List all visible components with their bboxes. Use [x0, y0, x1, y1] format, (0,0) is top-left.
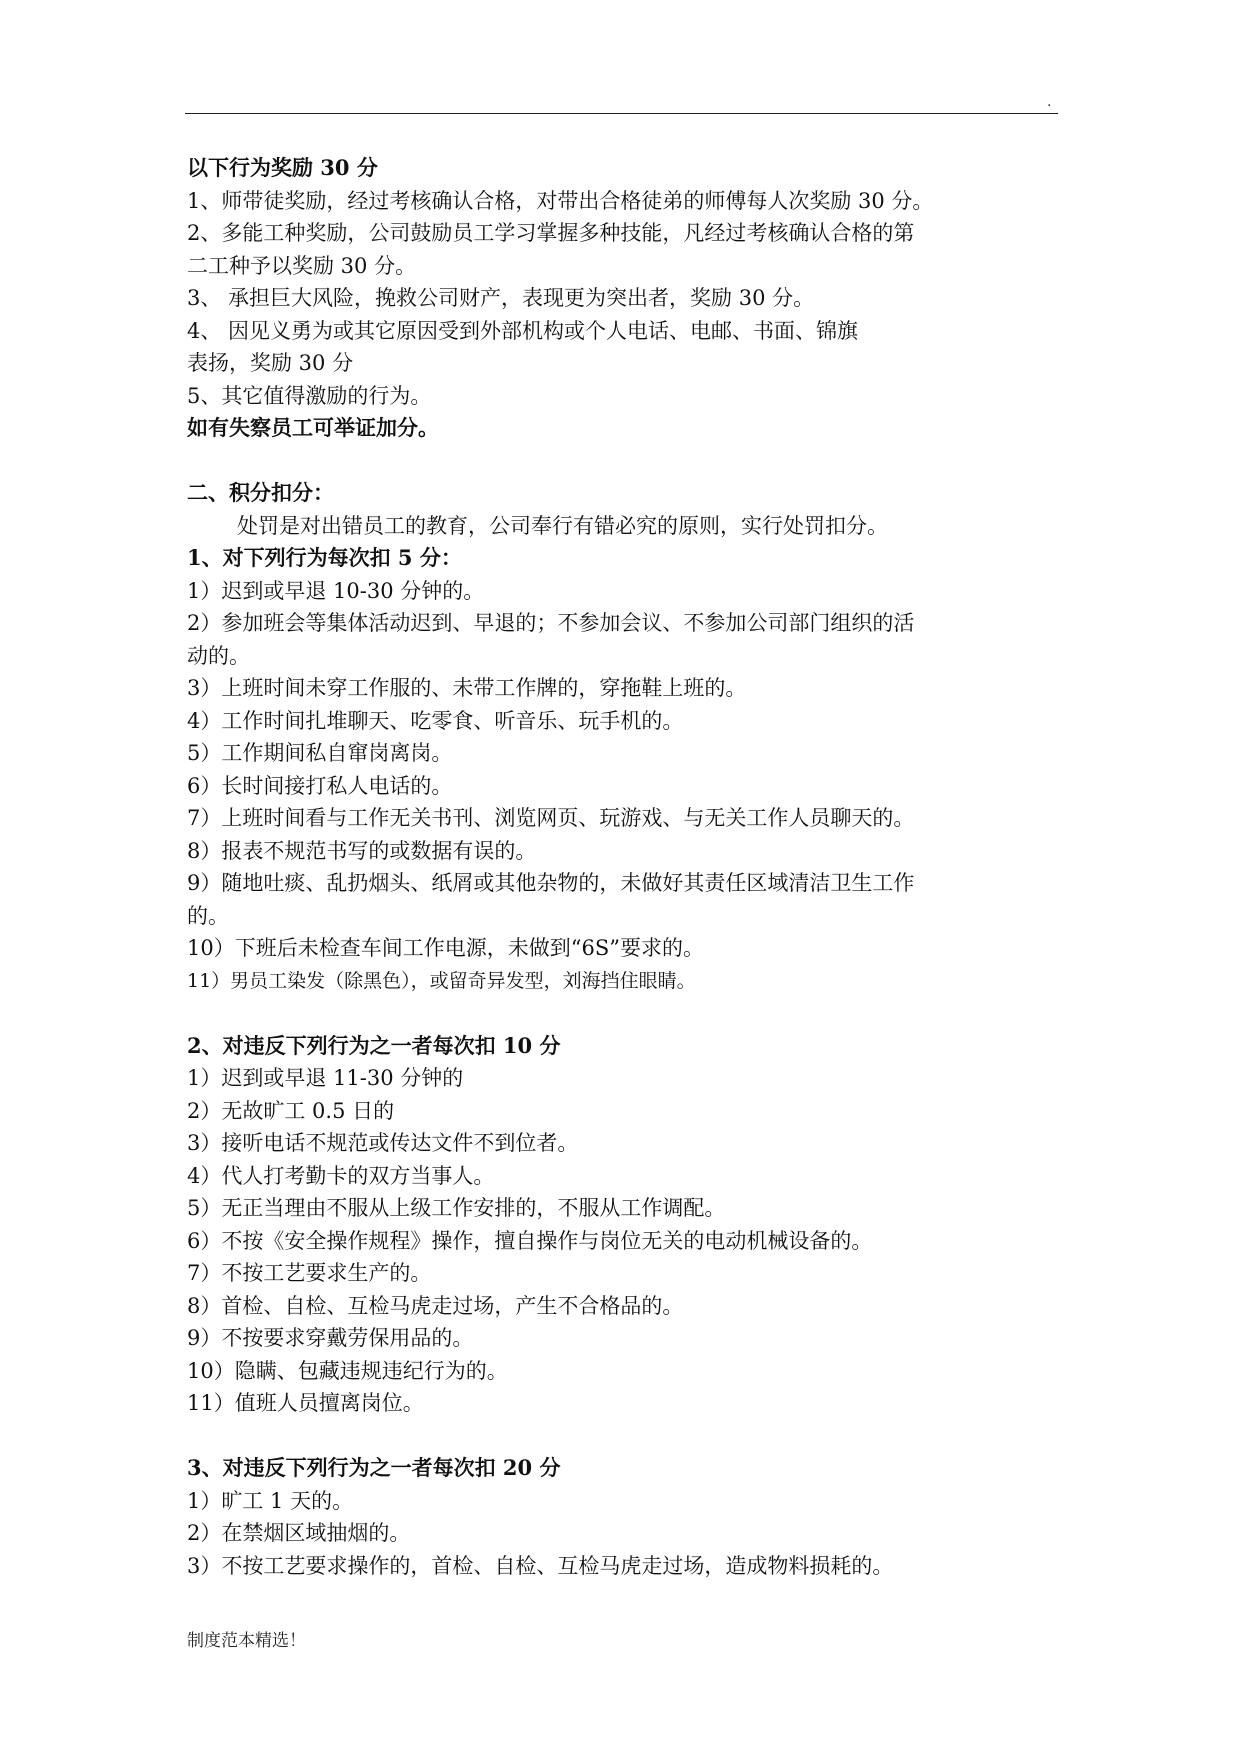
header-dot: .: [1047, 94, 1052, 110]
section-1-item: 8）报表不规范书写的或数据有误的。: [187, 838, 537, 863]
section-3-item: 3）不按工艺要求操作的，首检、自检、互检马虎走过场，造成物料损耗的。: [187, 1553, 894, 1578]
section-2-item: 9）不按要求穿戴劳保用品的。: [187, 1326, 474, 1350]
section-2-item: 10）隐瞒、包藏违规违纪行为的。: [187, 1358, 508, 1383]
section-2-item: 8）首检、自检、互检马虎走过场，产生不合格品的。: [187, 1293, 684, 1318]
section-1-item: 5）工作期间私自窜岗离岗。: [187, 741, 453, 765]
section-2-item: 11）值班人员擅离岗位。: [187, 1391, 424, 1415]
spacer: [187, 1420, 1067, 1453]
spacer: [187, 997, 1067, 1030]
section-1-title: 1、对下列行为每次扣 5 分：: [187, 545, 462, 570]
reward-item: 5、其它值得激励的行为。: [187, 383, 432, 408]
reward-item: 2、多能工种奖励，公司鼓励员工学习掌握多种技能，凡经过考核确认合格的第: [187, 221, 915, 245]
section-2-item: 6）不按《安全操作规程》操作，擅自操作与岗位无关的电动机械设备的。: [187, 1228, 873, 1253]
reward-item: 4、 因见义勇为或其它原因受到外部机构或个人电话、电邮、书面、锦旗: [187, 318, 859, 343]
reward-item: 3、 承担巨大风险，挽救公司财产，表现更为突出者，奖励 30 分。: [187, 286, 815, 310]
document-body: [187, 152, 1067, 1582]
reward-item: 二工种予以奖励 30 分。: [187, 253, 417, 278]
section-2-item: 3）接听电话不规范或传达文件不到位者。: [187, 1131, 579, 1155]
section-3-item: 1）旷工 1 天的。: [187, 1488, 354, 1513]
header-rule: [185, 113, 1058, 114]
reward-item: 表扬，奖励 30 分: [187, 351, 354, 375]
reward-item: 1、师带徒奖励，经过考核确认合格，对带出合格徒弟的师傅每人次奖励 30 分。: [187, 188, 934, 213]
section-2-item: 4）代人打考勤卡的双方当事人。: [187, 1163, 495, 1188]
section-1-item: 1）迟到或早退 10-30 分钟的。: [187, 578, 485, 603]
section-1-item: 10）下班后未检查车间工作电源，未做到“6S”要求的。: [187, 936, 704, 960]
spacer: [187, 445, 1067, 478]
section-3-item: 2）在禁烟区域抽烟的。: [187, 1521, 411, 1545]
section-1-item: 2）参加班会等集体活动迟到、早退的；不参加会议、不参加公司部门组织的活: [187, 611, 915, 635]
section-1-item: 的。: [187, 903, 229, 928]
section-1-item: 9）随地吐痰、乱扔烟头、纸屑或其他杂物的，未做好其责任区域清洁卫生工作: [187, 871, 915, 895]
section-3-title: 3、对违反下列行为之一者每次扣 20 分: [187, 1455, 561, 1480]
section-2-item: 7）不按工艺要求生产的。: [187, 1261, 432, 1285]
deduct-title: 二、积分扣分：: [187, 480, 334, 505]
section-1-item: 4）工作时间扎堆聊天、吃零食、听音乐、玩手机的。: [187, 708, 684, 733]
section-1-item: 11）男员工染发（除黑色），或留奇异发型，刘海挡住眼睛。: [187, 969, 696, 992]
deduct-intro: 处罚是对出错员工的教育，公司奉行有错必究的原则，实行处罚扣分。: [237, 513, 888, 538]
section-2-item: 2）无故旷工 0.5 日的: [187, 1098, 395, 1123]
section-2-item: 1）迟到或早退 11-30 分钟的: [187, 1066, 464, 1090]
page-footer: 制度范本精选！: [187, 1631, 306, 1651]
reward-title: 以下行为奖励 30 分: [187, 155, 378, 180]
section-1-item: 动的。: [187, 643, 250, 668]
section-2-item: 5）无正当理由不服从上级工作安排的，不服从工作调配。: [187, 1196, 726, 1220]
section-1-item: 7）上班时间看与工作无关书刊、浏览网页、玩游戏、与无关工作人员聊天的。: [187, 806, 915, 830]
section-2-title: 2、对违反下列行为之一者每次扣 10 分: [187, 1032, 561, 1058]
section-1-item: 3）上班时间未穿工作服的、未带工作牌的，穿拖鞋上班的。: [187, 676, 747, 700]
section-1-item: 6）长时间接打私人电话的。: [187, 773, 453, 798]
reward-note: 如有失察员工可举证加分。: [187, 415, 439, 440]
